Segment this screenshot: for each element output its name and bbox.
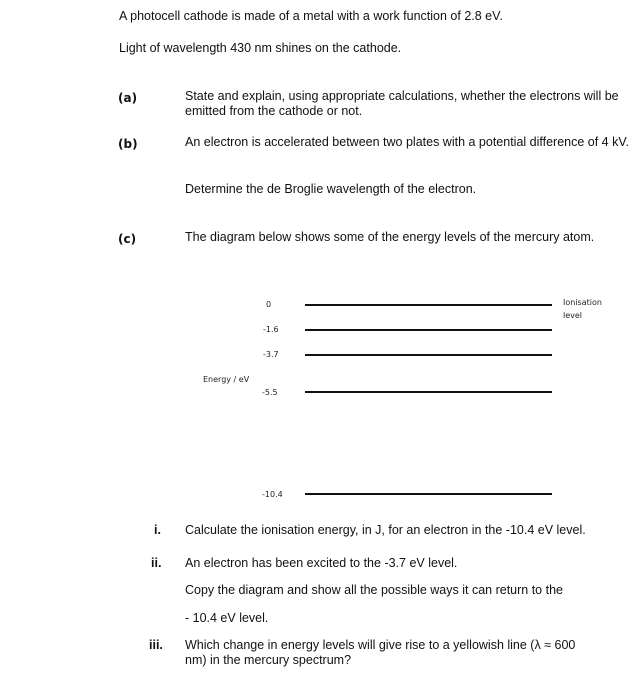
- subpart-ii-text: An electron has been excited to the -3.7 eV level.: [185, 556, 458, 570]
- part-b-text: An electron is accelerated between two plates with a potential difference of 4 kV.: [185, 135, 630, 149]
- energy-level-line-minus-5-5: [305, 391, 552, 393]
- ionisation-label-line-1: Ionisation: [563, 298, 602, 307]
- subpart-ii-copy-line-1: Copy the diagram and show all the possible ways it can return to the: [185, 583, 563, 597]
- intro-line-2: Light of wavelength 430 nm shines on the cathode.: [119, 41, 402, 55]
- intro-line-1: A photocell cathode is made of a metal with a work function of 2.8 eV.: [119, 9, 503, 23]
- part-b-label: (b): [118, 137, 138, 151]
- energy-level-line-minus-3-7: [305, 354, 552, 356]
- subpart-ii-label: ii.: [151, 556, 162, 570]
- energy-level-line-minus-10-4: [305, 493, 552, 495]
- level-value-0: 0: [266, 300, 272, 309]
- axis-label-energy: Energy / eV: [203, 375, 250, 384]
- level-value-minus-1-6: -1.6: [263, 325, 279, 334]
- part-a-label: (a): [118, 91, 138, 105]
- energy-level-line-minus-1-6: [305, 329, 552, 331]
- part-a-text: State and explain, using appropriate calculations, whether the electrons will be emitted from the cathode or not.: [185, 89, 619, 118]
- ionisation-label-line-2: level: [563, 311, 583, 320]
- subpart-i-text: Calculate the ionisation energy, in J, for an electron in the -10.4 eV level.: [185, 523, 586, 537]
- part-c-label: (c): [118, 232, 137, 246]
- level-value-minus-3-7: -3.7: [263, 350, 279, 359]
- subpart-ii-copy-line-2: - 10.4 eV level.: [185, 611, 269, 625]
- part-c-text: The diagram below shows some of the energy levels of the mercury atom.: [185, 230, 595, 244]
- subpart-iii-text-line-1: Which change in energy levels will give rise to a yellowish line (λ ≈ 600: [185, 638, 576, 652]
- subpart-iii-label: iii.: [149, 638, 163, 652]
- energy-level-line-0: [305, 304, 552, 306]
- level-value-minus-10-4: -10.4: [262, 490, 283, 499]
- subpart-iii-text-line-2: nm) in the mercury spectrum?: [185, 653, 352, 667]
- part-b-followup: Determine the de Broglie wavelength of the electron.: [185, 182, 477, 196]
- subpart-i-label: i.: [154, 523, 161, 537]
- level-value-minus-5-5: -5.5: [262, 388, 278, 397]
